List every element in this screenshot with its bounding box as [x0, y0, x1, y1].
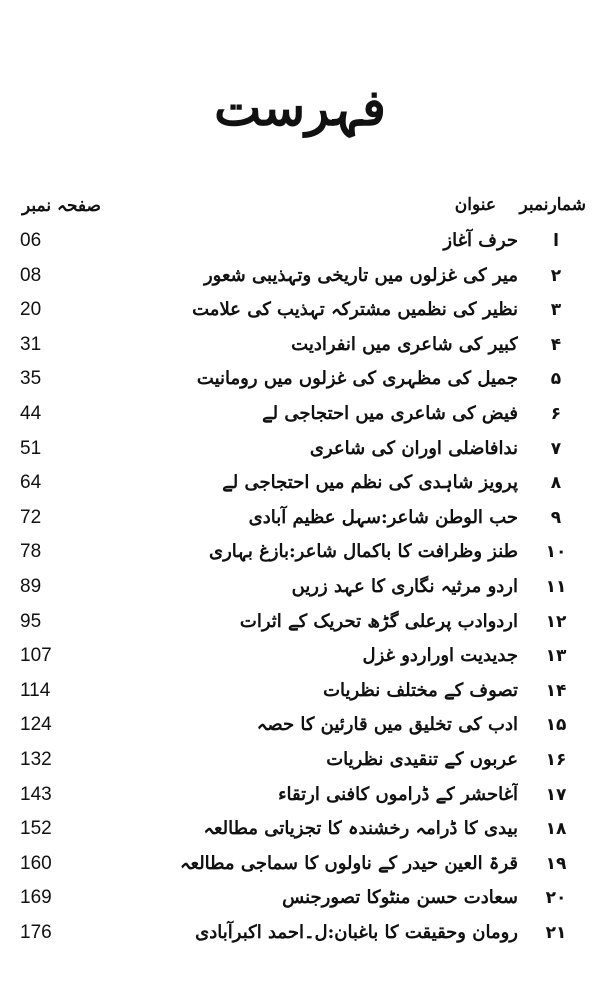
toc-entry: [0, 570, 600, 605]
entry-number: ۴: [550, 334, 562, 355]
page-number-header: صفحہ نمبر: [22, 196, 101, 216]
toc-entry: [0, 778, 600, 813]
toc-entry: [0, 605, 600, 640]
toc-entry: [0, 224, 600, 259]
toc-entry: [0, 916, 600, 951]
entry-number: ۱۹: [545, 853, 567, 874]
entry-number: ۷: [550, 438, 562, 459]
entry-title: اردو مرثیہ نگاری کا عہد زریں: [291, 576, 518, 597]
entry-number: ۶: [550, 404, 562, 424]
entry-title: جدیدیت اوراردو غزل: [362, 645, 518, 667]
entry-title: تصوف کے مختلف نظریات: [323, 679, 518, 701]
toc-entry: [0, 847, 600, 882]
entry-number: ۱۳: [545, 646, 567, 667]
title-header: عنوان: [454, 195, 496, 215]
entry-title: کبیر کی شاعری میں انفرادیت: [291, 333, 518, 355]
toc-entry: [0, 535, 600, 570]
entry-number: ۱۴: [545, 680, 567, 701]
entry-number: ۱۸: [545, 819, 567, 840]
entry-number: ۳: [550, 300, 562, 321]
entry-page-number: 132: [20, 749, 52, 770]
entry-page-number: 44: [20, 403, 42, 424]
entry-title: نظیر کی نظمیں مشترکہ تہذیب کی علامت: [192, 299, 518, 321]
entry-number: ۵: [550, 369, 562, 390]
toc-entry: [0, 397, 600, 432]
entry-title: اردوادب پرعلی گڑھ تحریک کے اثرات: [239, 610, 518, 632]
entry-page-number: 31: [20, 333, 42, 355]
entry-number: ۲۰: [545, 888, 567, 909]
entry-page-number: 169: [20, 887, 52, 909]
entry-title: آغاحشر کے ڈراموں کافنی ارتقاء: [278, 783, 518, 805]
entry-number: ۱۲: [545, 611, 567, 632]
entry-page-number: 51: [20, 437, 42, 459]
serial-number-header: شمارنمبر: [519, 195, 586, 215]
entry-title: میر کی غزلوں میں تاریخی وتہذیبی شعور: [203, 264, 518, 286]
entry-page-number: 152: [20, 818, 52, 840]
entry-title: سعادت حسن منٹوکا تصورجنس: [282, 887, 518, 909]
toc-entry: [0, 881, 600, 916]
toc-entry: [0, 674, 600, 709]
entry-page-number: 143: [20, 783, 52, 805]
entry-number: ۹: [550, 507, 562, 528]
entry-number: ۸: [550, 473, 562, 494]
toc-entry: [0, 293, 600, 328]
entry-title: ادب کی تخلیق میں قارئین کا حصہ: [256, 714, 518, 736]
toc-entry: [0, 362, 600, 397]
entry-page-number: 107: [20, 645, 52, 667]
entry-title: جمیل کی مظہری کی غزلوں میں رومانیت: [196, 368, 518, 390]
entry-number: ۲: [550, 265, 562, 286]
entry-title: ندافاضلی اوران کی شاعری: [309, 437, 518, 459]
entry-page-number: 08: [20, 264, 42, 286]
toc-entry: [0, 708, 600, 743]
entry-page-number: 78: [20, 541, 42, 563]
entry-title: حرف آغاز: [443, 230, 518, 251]
entry-title: حب الوطن شاعر:سہل عظیم آبادی: [248, 506, 518, 528]
entry-title: طنز وظرافت کا باکمال شاعر:بازغ بہاری: [209, 541, 518, 563]
toc-entry: [0, 639, 600, 674]
entry-page-number: 95: [20, 610, 42, 632]
page-title: فہرست: [214, 78, 386, 137]
entry-number: ۱۱: [545, 577, 567, 597]
toc-entry: [0, 432, 600, 467]
toc-entry: [0, 466, 600, 501]
entry-title: عربوں کے تنقیدی نظریات: [326, 749, 518, 770]
entry-title: رومان وحقیقت کا باغبان:ل۔احمد اکبرآبادی: [195, 922, 518, 943]
entry-page-number: 20: [20, 299, 42, 321]
entry-number: ۱۵: [545, 715, 567, 736]
entry-title: بیدی کا ڈرامہ رخشندہ کا تجزیاتی مطالعہ: [203, 818, 518, 840]
toc-entry: [0, 501, 600, 536]
entry-number: ا: [553, 231, 559, 251]
entry-page-number: 35: [20, 368, 42, 390]
entry-number: ۱۰: [545, 542, 567, 563]
entry-page-number: 89: [20, 576, 42, 597]
toc-entry: [0, 259, 600, 294]
toc-entry: [0, 328, 600, 363]
entry-title: فیض کی شاعری میں احتجاجی لے: [262, 403, 518, 424]
entry-page-number: 06: [20, 230, 42, 251]
entry-page-number: 114: [20, 679, 51, 701]
entry-page-number: 72: [20, 506, 42, 528]
entry-page-number: 124: [20, 714, 52, 736]
entry-number: ۲۱: [545, 923, 567, 943]
toc-entry: [0, 812, 600, 847]
entry-title: قرۃ العین حیدر کے ناولوں کا سماجی مطالعہ: [179, 852, 518, 874]
entry-title: پرویز شاہدی کی نظم میں احتجاجی لے: [222, 472, 518, 494]
entry-number: ۱۷: [545, 784, 567, 805]
toc-entry: [0, 743, 600, 778]
entry-number: ۱۶: [545, 750, 567, 770]
entry-page-number: 176: [20, 922, 52, 943]
entry-page-number: 64: [20, 472, 42, 494]
entry-page-number: 160: [20, 852, 52, 874]
